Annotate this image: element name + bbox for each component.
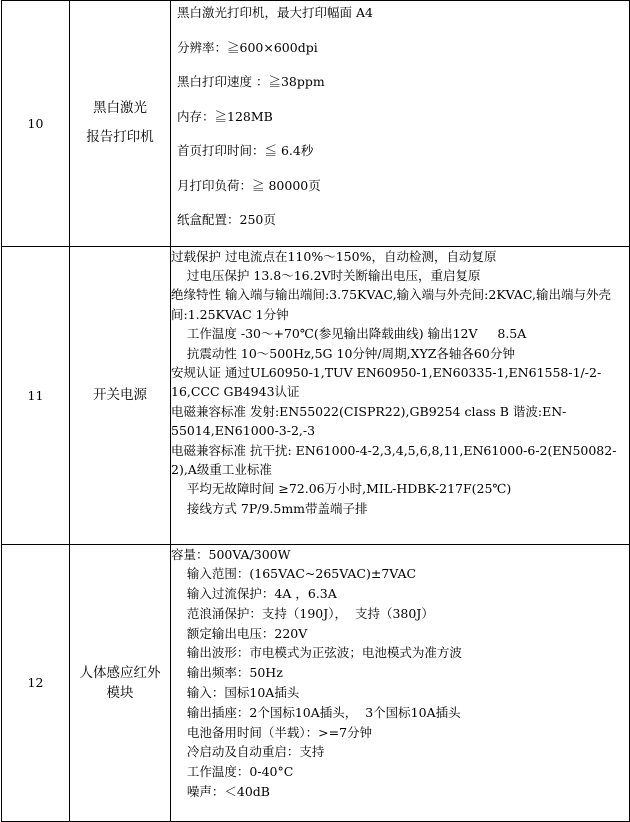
table-row [2,1,630,247]
spec-line: 输出波形：市电模式为正弦波；电池模式为准方波 [171,645,462,661]
spec-line: 电磁兼容标准 抗干扰: EN61000-4-2,3,4,5,6,8,11,EN61000-6-2(EN50082-2),A级重工业标准 [171,442,617,477]
spec-line: 纸盒配置：250页 [177,212,276,227]
spec-line: 容量：500VA/300W [171,546,291,562]
item-name-line: 模块 [106,684,134,701]
spec-line: 电磁兼容标准 发射:EN55022(CISPR22),GB9254 class B 谐波:EN-55014,EN61000-3-2,-3 [171,403,567,439]
spec-line: 平均无故障时间 ≥72.06万小时,MIL-HDBK-217F(25℃) [171,481,512,497]
spec-line: 范浪涌保护：支持（190J）， 支持（380J） [171,605,434,621]
spec-line: 输出插座：2个国标10A插头， 3个国标10A插头 [171,704,461,720]
spec-line: 月打印负荷：≧ 80000页 [177,177,321,193]
spec-line: 工作温度：0-40°C [171,764,294,780]
spec-line: 噪声：＜40dB [171,784,270,800]
spec-line: 额定输出电压：220V [171,625,308,641]
item-name-line: 黑白激光 [93,100,147,117]
spec-line: 内存：≧128MB [177,108,273,124]
spec-table [1,0,630,822]
spec-line: 输出频率：50Hz [171,665,283,681]
spec-line: 首页打印时间：≦ 6.4秒 [177,143,314,158]
spec-line: 输入过流保护：4A ，6.3A [171,586,337,602]
spec-line: 绝缘特性 输入端与输出端间:3.75KVAC,输入端与外壳间:2KVAC,输出端与外壳间:1.25KVAC 1分钟 [171,287,611,322]
spec-line: 输入范围：(165VAC~265VAC)±7VAC [171,566,417,582]
spec-line: 黑白激光打印机，最大打印幅面 A4 [177,5,373,20]
item-number: 10 [2,1,70,247]
item-number: 11 [2,246,70,544]
spec-line: 过电压保护 13.8～16.2V时关断输出电压，重启复原 [171,267,481,283]
spec-line: 抗震动性 10～500Hz,5G 10分钟/周期,XYZ各轴各60分钟 [171,345,515,361]
spec-line: 冷启动及自动重启：支持 [171,744,325,760]
item-name [70,1,171,247]
item-spec [171,246,630,544]
spec-line: 黑白打印速度 ：≧38ppm [177,74,325,89]
spec-line: 工作温度 -30～+70℃(参见输出降载曲线) 输出12V 8.5A [171,326,527,342]
spec-line: 输入：国标10A插头 [171,685,300,701]
spec-line: 安规认证 通过UL60950-1,TUV EN60950-1,EN60335-1,EN61558-1/-2-16,CCC GB4943认证 [171,364,602,400]
item-name-line: 开关电源 [93,387,147,403]
table-row [2,246,630,544]
spec-line: 电池备用时间（半载）：>=7分钟 [171,724,373,740]
spec-line: 过载保护 过电流点在110%～150%，自动检测，自动复原 [171,248,497,264]
item-number: 12 [2,544,70,821]
item-name [70,544,171,821]
item-name [70,246,171,544]
table-row [2,544,630,821]
item-name-line: 人体感应红外 [79,664,161,681]
spec-line: 分辨率：≧600×600dpi [177,39,318,55]
item-spec [171,544,630,821]
spec-line: 接线方式 7P/9.5mm带盖端子排 [171,500,368,516]
item-name-line: 报告打印机 [86,129,154,146]
item-spec [171,1,630,247]
